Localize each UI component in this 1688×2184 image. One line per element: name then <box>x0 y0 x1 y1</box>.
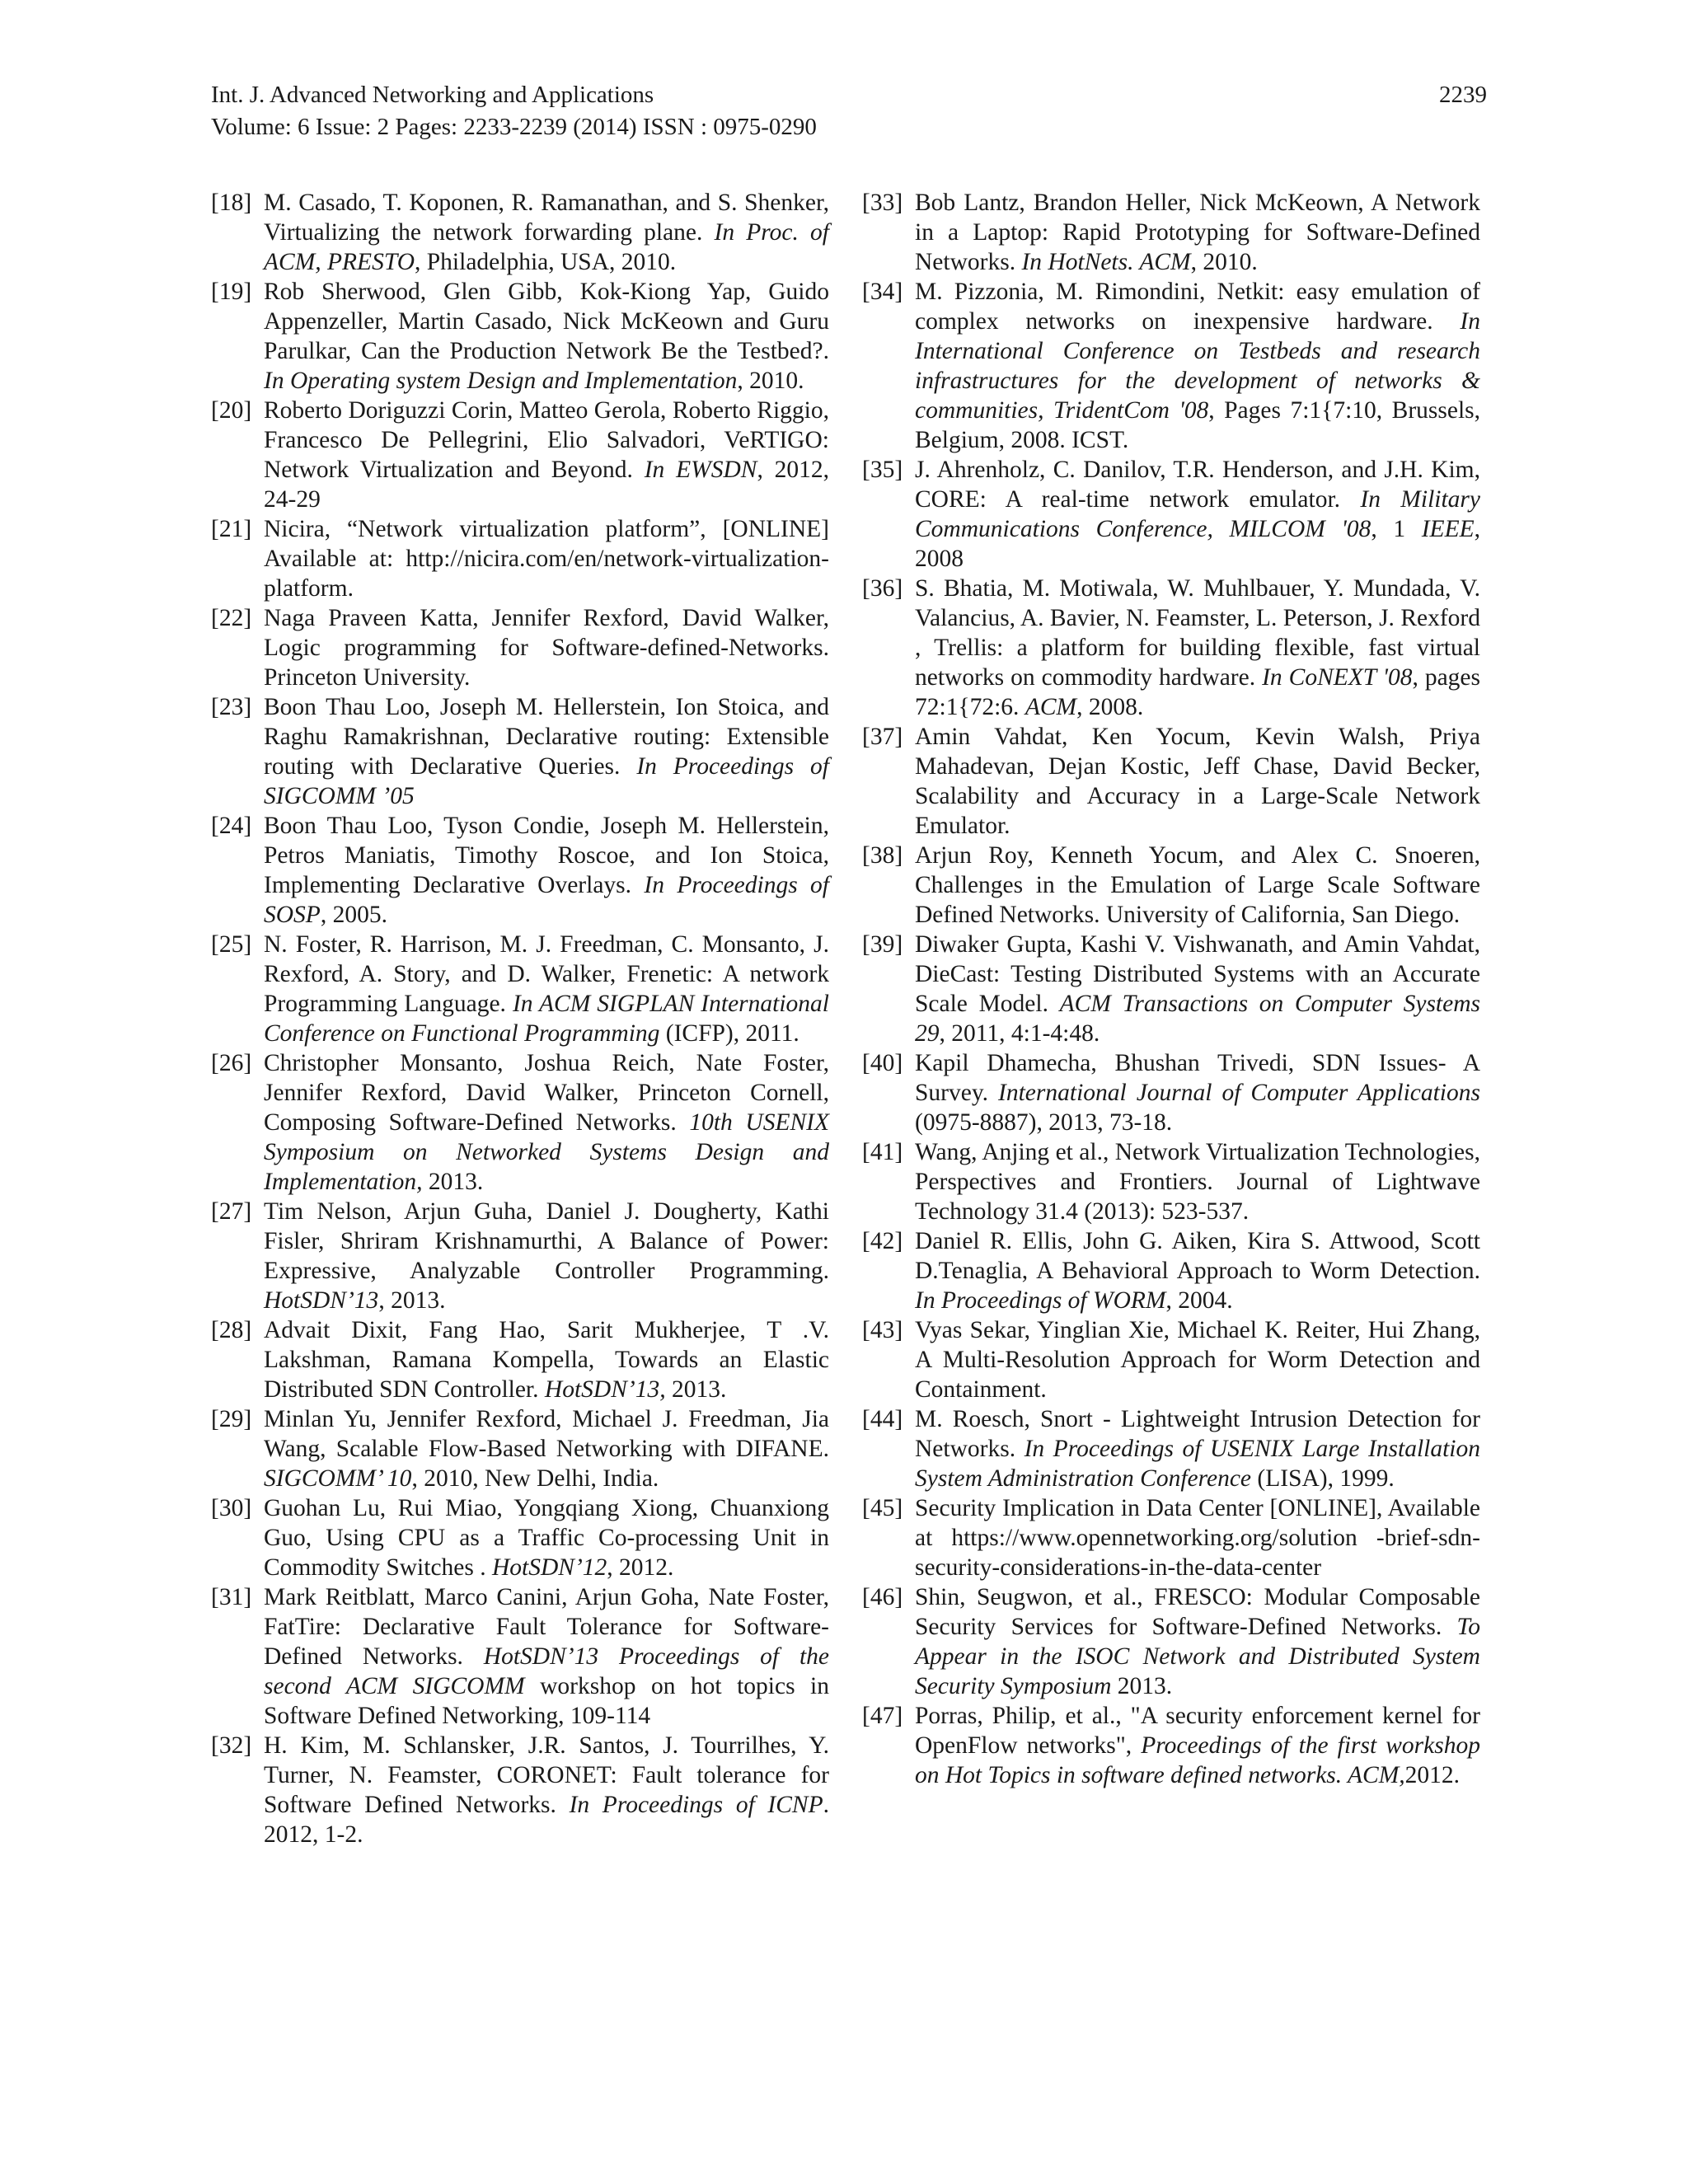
reference-number: [32] <box>211 1732 252 1759</box>
reference-italic-segment: 10th USENIX Symposium on Networked Systems Design and Implementation, <box>264 1109 829 1195</box>
reference-entry <box>211 277 829 396</box>
reference-segment: Vyas Sekar, Yinglian Xie, Michael K. Reiter, Hui Zhang, A Multi-Resolution Approach for Worm Detection and Containment. <box>915 1317 1480 1403</box>
reference-text <box>915 1582 1480 1701</box>
reference-italic-segment: ACM Transactions on Computer Systems 29 <box>915 991 1481 1047</box>
reference-italic-segment: HotSDN’13, <box>544 1376 666 1403</box>
reference-segment: Porras, Philip, et al., "A security enforcement kernel for OpenFlow networks", <box>915 1703 1480 1759</box>
reference-text <box>264 811 829 930</box>
reference-text <box>264 514 829 603</box>
reference-entry <box>211 1404 829 1493</box>
reference-text <box>915 1137 1480 1226</box>
reference-segment: Roberto Doriguzzi Corin, Matteo Gerola, Roberto Riggio, Francesco De Pellegrini, Elio Salvadori, VeRTIGO: Network Virtualization and Beyond. <box>264 397 829 483</box>
reference-number: [42] <box>862 1228 903 1254</box>
reference-text <box>915 277 1480 455</box>
reference-segment: Mark Reitblatt, Marco Canini, Arjun Goha, Nate Foster, FatTire: Declarative Fault Tolerance for Software-Defined Networks. <box>264 1584 829 1670</box>
reference-text <box>915 188 1480 277</box>
reference-segment: Rob Sherwood, Glen Gibb, Kok-Kiong Yap, Guido Appenzeller, Martin Casado, Nick McKeown and Guru Parulkar, Can the Production Network Be the Testbed?. <box>264 279 829 364</box>
reference-segment: N. Foster, R. Harrison, M. J. Freedman, C. Monsanto, J. Rexford, A. Story, and D. Walker, Frenetic: A network Programming Language. <box>264 931 829 1017</box>
reference-segment: Daniel R. Ellis, John G. Aiken, Kira S. Attwood, Scott D.Tenaglia, A Behavioral Approach to Worm Detection. <box>915 1228 1480 1284</box>
page-number: 2239 <box>1439 82 1487 108</box>
reference-entry <box>211 396 829 514</box>
reference-entry <box>211 1197 829 1315</box>
reference-text <box>264 396 829 514</box>
reference-text <box>915 1048 1480 1137</box>
volume-line: Volume: 6 Issue: 2 Pages: 2233-2239 (2014) ISSN : 0975-0290 <box>211 114 817 140</box>
reference-text <box>915 455 1480 574</box>
reference-number: [27] <box>211 1198 252 1225</box>
reference-text <box>264 692 829 811</box>
reference-text <box>915 1226 1480 1315</box>
reference-italic-segment: To Appear in the ISOC Network and Distributed System Security Symposium <box>915 1614 1480 1699</box>
page-header <box>211 79 1487 143</box>
reference-segment: S. Bhatia, M. Motiwala, W. Muhlbauer, Y. Mundada, V. Valancius, A. Bavier, N. Feamster, L. Peterson, J. Rexford , Trellis: a platform for building flexible, fast virtual networks on commodity hardware. <box>915 575 1480 691</box>
reference-italic-segment: In Operating system Design and Implementation <box>264 368 738 394</box>
reference-number: [29] <box>211 1406 252 1432</box>
reference-number: [41] <box>862 1139 903 1165</box>
reference-entry <box>862 1493 1480 1582</box>
reference-number: [43] <box>862 1317 903 1343</box>
reference-segment: 2013. <box>422 1169 484 1195</box>
reference-entry <box>862 277 1480 455</box>
reference-segment: , 2010, New Delhi, India. <box>411 1465 659 1492</box>
reference-italic-segment: In Proceedings of WORM <box>915 1287 1166 1314</box>
reference-entry <box>862 841 1480 930</box>
reference-number: [31] <box>211 1584 252 1610</box>
reference-italic-segment: HotSDN’13 Proceedings of the second ACM SIGCOMM <box>264 1643 829 1699</box>
reference-number: [36] <box>862 575 903 602</box>
journal-title: Int. J. Advanced Networking and Applications <box>211 82 654 108</box>
references-left-column <box>211 188 829 1849</box>
reference-segment: Arjun Roy, Kenneth Yocum, and Alex C. Snoeren, Challenges in the Emulation of Large Scale Software Defined Networks. University of California, San Diego. <box>915 842 1480 928</box>
reference-entry <box>862 930 1480 1048</box>
reference-italic-segment: ACM <box>1025 694 1077 720</box>
reference-italic-segment: HotSDN’12 <box>491 1554 607 1581</box>
reference-segment: Bob Lantz, Brandon Heller, Nick McKeown, A Network in a Laptop: Rapid Prototyping for Software-Defined Networks. <box>915 190 1480 275</box>
reference-entry <box>862 1137 1480 1226</box>
reference-italic-segment: HotSDN’13 <box>264 1287 379 1314</box>
reference-italic-segment: In Proceedings of USENIX Large Installation System Administration Conference <box>915 1436 1481 1492</box>
reference-segment: Minlan Yu, Jennifer Rexford, Michael J. Freedman, Jia Wang, Scalable Flow-Based Networking with DIFANE. <box>264 1406 829 1462</box>
reference-number: [39] <box>862 931 903 958</box>
reference-segment: H. Kim, M. Schlansker, J.R. Santos, J. Tourrilhes, Y. Turner, N. Feamster, CORONET: Fault tolerance for Software Defined Networks. <box>264 1732 829 1818</box>
reference-text <box>264 277 829 396</box>
reference-segment: , 2005. <box>320 902 387 928</box>
reference-segment: Nicira, “Network virtualization platform”, [ONLINE] Available at: http://nicira.com/en/network-virtualization-platform. <box>264 516 829 602</box>
reference-entry <box>211 514 829 603</box>
reference-number: [37] <box>862 724 903 750</box>
reference-number: [19] <box>211 279 252 305</box>
reference-italic-segment: In EWSDN <box>644 457 757 483</box>
reference-segment: Kapil Dhamecha, Bhushan Trivedi, SDN Issues- A Survey. <box>915 1050 1480 1106</box>
reference-segment: J. Ahrenholz, C. Danilov, T.R. Henderson, and J.H. Kim, CORE: A real-time network emulator. <box>915 457 1480 513</box>
reference-entry <box>211 1493 829 1582</box>
reference-number: [46] <box>862 1584 903 1610</box>
reference-number: [21] <box>211 516 252 542</box>
reference-text <box>915 930 1480 1048</box>
reference-entry <box>862 188 1480 277</box>
reference-segment: Boon Thau Loo, Tyson Condie, Joseph M. Hellerstein, Petros Maniatis, Timothy Roscoe, and Ion Stoica, Implementing Declarative Overlays. <box>264 813 829 898</box>
reference-number: [33] <box>862 190 903 216</box>
reference-segment: M. Roesch, Snort - Lightweight Intrusion Detection for Networks. <box>915 1406 1480 1462</box>
reference-text <box>915 1404 1480 1493</box>
reference-segment: Guohan Lu, Rui Miao, Yongqiang Xiong, Chuanxiong Guo, Using CPU as a Traffic Co-processing Unit in Commodity Switches . <box>264 1495 829 1581</box>
reference-segment: (ICFP), 2011. <box>659 1020 799 1047</box>
reference-entry <box>862 722 1480 841</box>
reference-number: [38] <box>862 842 903 869</box>
reference-segment: , 2004. <box>1165 1287 1233 1314</box>
reference-segment: , 1 <box>1371 516 1422 542</box>
reference-entry <box>211 1731 829 1849</box>
reference-number: [25] <box>211 931 252 958</box>
reference-segment: Security Implication in Data Center [ONLINE], Available at https://www.opennetworking.org/solution -brief-sdn-security-considerations-in-the-data-center <box>915 1495 1480 1581</box>
reference-number: [44] <box>862 1406 903 1432</box>
reference-italic-segment: In HotNets. ACM <box>1021 249 1191 275</box>
reference-entry <box>211 692 829 811</box>
reference-number: [22] <box>211 605 252 631</box>
reference-text <box>264 1048 829 1197</box>
reference-segment: , 2010. <box>1190 249 1258 275</box>
reference-segment: 2013. <box>1111 1673 1173 1699</box>
reference-entry <box>862 1048 1480 1137</box>
reference-entry <box>211 1315 829 1404</box>
reference-number: [47] <box>862 1703 903 1729</box>
reference-number: [24] <box>211 813 252 839</box>
reference-segment: Wang, Anjing et al., Network Virtualization Technologies, Perspectives and Frontiers. Journal of Lightwave Technology 31.4 (2013): 523-537. <box>915 1139 1480 1225</box>
reference-italic-segment: International Journal of Computer Applications <box>998 1080 1480 1106</box>
reference-segment: , 2008. <box>1076 694 1144 720</box>
reference-segment: Boon Thau Loo, Joseph M. Hellerstein, Ion Stoica, and Raghu Ramakrishnan, Declarative routing: Extensible routing with Declarative Queries. <box>264 694 829 780</box>
reference-segment: , 2011, 4:1-4:48. <box>939 1020 1100 1047</box>
reference-segment: Shin, Seugwon, et al., FRESCO: Modular Composable Security Services for Software-Defined Networks. <box>915 1584 1480 1640</box>
reference-text <box>915 722 1480 841</box>
reference-text <box>264 603 829 692</box>
reference-italic-segment: In International Conference on Testbeds and research infrastructures for the development of networks & communities, TridentCom '08 <box>915 308 1480 424</box>
reference-entry <box>862 1701 1480 1790</box>
reference-segment: Tim Nelson, Arjun Guha, Daniel J. Dougherty, Kathi Fisler, Shriram Krishnamurthi, A Balance of Power: Expressive, Analyzable Controller Programming. <box>264 1198 829 1284</box>
reference-italic-segment: In Proc. of ACM, PRESTO <box>264 219 829 275</box>
reference-entry <box>862 1226 1480 1315</box>
reference-text <box>915 1315 1480 1404</box>
reference-text <box>264 1315 829 1404</box>
reference-entry <box>211 1048 829 1197</box>
reference-text <box>915 841 1480 930</box>
reference-number: [35] <box>862 457 903 483</box>
reference-number: [23] <box>211 694 252 720</box>
reference-text <box>264 1197 829 1315</box>
reference-italic-segment: In ACM SIGPLAN International Conference on Functional Programming <box>264 991 829 1047</box>
reference-italic-segment: In Proceedings of ICNP <box>569 1792 823 1818</box>
reference-number: [20] <box>211 397 252 424</box>
reference-italic-segment: In Proceedings of SIGCOMM ’05 <box>264 753 829 809</box>
reference-segment: , 2010. <box>737 368 804 394</box>
reference-number: [30] <box>211 1495 252 1521</box>
reference-italic-segment: Proceedings of the first workshop on Hot Topics in software defined networks. ACM, <box>915 1732 1480 1788</box>
reference-segment: Advait Dixit, Fang Hao, Sarit Mukherjee, T .V. Lakshman, Ramana Kompella, Towards an Elastic Distributed SDN Controller. <box>264 1317 829 1403</box>
reference-segment: Amin Vahdat, Ken Yocum, Kevin Walsh, Priya Mahadevan, Dejan Kostic, Jeff Chase, David Becker, Scalability and Accuracy in a Large-Scale Network Emulator. <box>915 724 1480 839</box>
reference-segment: (LISA), 1999. <box>1251 1465 1395 1492</box>
reference-number: [34] <box>862 279 903 305</box>
reference-entry <box>211 811 829 930</box>
reference-text <box>264 188 829 277</box>
reference-segment: , 2012, 24-29 <box>264 457 829 513</box>
reference-text <box>264 1493 829 1582</box>
reference-number: [28] <box>211 1317 252 1343</box>
references-right-column <box>862 188 1480 1790</box>
reference-segment: 2013. <box>665 1376 727 1403</box>
reference-segment: , pages 72:1{72:6. <box>915 664 1480 720</box>
header-line-1 <box>211 79 1487 111</box>
reference-text <box>264 1582 829 1731</box>
reference-segment: , Philadelphia, USA, 2010. <box>415 249 677 275</box>
reference-segment: 2012. <box>1404 1762 1461 1788</box>
reference-number: [18] <box>211 190 252 216</box>
reference-entry <box>211 930 829 1048</box>
reference-text <box>264 1731 829 1849</box>
reference-text <box>915 574 1480 722</box>
reference-number: [40] <box>862 1050 903 1076</box>
reference-segment: (0975-8887), 2013, 73-18. <box>915 1109 1173 1136</box>
reference-segment: , Pages 7:1{7:10, Brussels, Belgium, 2008. ICST. <box>915 397 1481 453</box>
reference-entry <box>211 1582 829 1731</box>
reference-italic-segment: In CoNEXT '08 <box>1262 664 1413 691</box>
reference-number: [26] <box>211 1050 252 1076</box>
reference-italic-segment: SIGCOMM’ 10 <box>264 1465 412 1492</box>
reference-entry <box>211 603 829 692</box>
reference-text <box>264 1404 829 1493</box>
reference-segment: . 2012, 1-2. <box>264 1792 829 1848</box>
reference-segment: Naga Praveen Katta, Jennifer Rexford, David Walker, Logic programming for Software-defined-Networks. Princeton University. <box>264 605 829 691</box>
reference-segment: Diwaker Gupta, Kashi V. Vishwanath, and Amin Vahdat, DieCast: Testing Distributed Systems with an Accurate Scale Model. <box>915 931 1480 1017</box>
reference-segment: , 2013. <box>378 1287 446 1314</box>
reference-text <box>915 1701 1480 1790</box>
reference-entry <box>211 188 829 277</box>
reference-text <box>915 1493 1480 1582</box>
reference-segment: M. Pizzonia, M. Rimondini, Netkit: easy emulation of complex networks on inexpensive hardware. <box>915 279 1480 335</box>
reference-number: [45] <box>862 1495 903 1521</box>
reference-italic-segment: IEEE <box>1421 516 1475 542</box>
reference-italic-segment: In Military Communications Conference, MILCOM '08 <box>915 486 1480 542</box>
reference-italic-segment: In Proceedings of SOSP <box>264 872 829 928</box>
reference-segment: , 2008 <box>915 516 1480 572</box>
reference-entry <box>862 1582 1480 1701</box>
reference-entry <box>862 574 1480 722</box>
reference-entry <box>862 455 1480 574</box>
reference-segment: workshop on hot topics in Software Defined Networking, 109-114 <box>264 1673 829 1729</box>
reference-entry <box>862 1315 1480 1404</box>
reference-entry <box>862 1404 1480 1493</box>
reference-text <box>264 930 829 1048</box>
reference-segment: M. Casado, T. Koponen, R. Ramanathan, and S. Shenker, Virtualizing the network forwarding plane. <box>264 190 829 246</box>
reference-segment: , 2012. <box>607 1554 674 1581</box>
reference-segment: Christopher Monsanto, Joshua Reich, Nate Foster, Jennifer Rexford, David Walker, Princeton Cornell, Composing Software-Defined Networks. <box>264 1050 829 1136</box>
